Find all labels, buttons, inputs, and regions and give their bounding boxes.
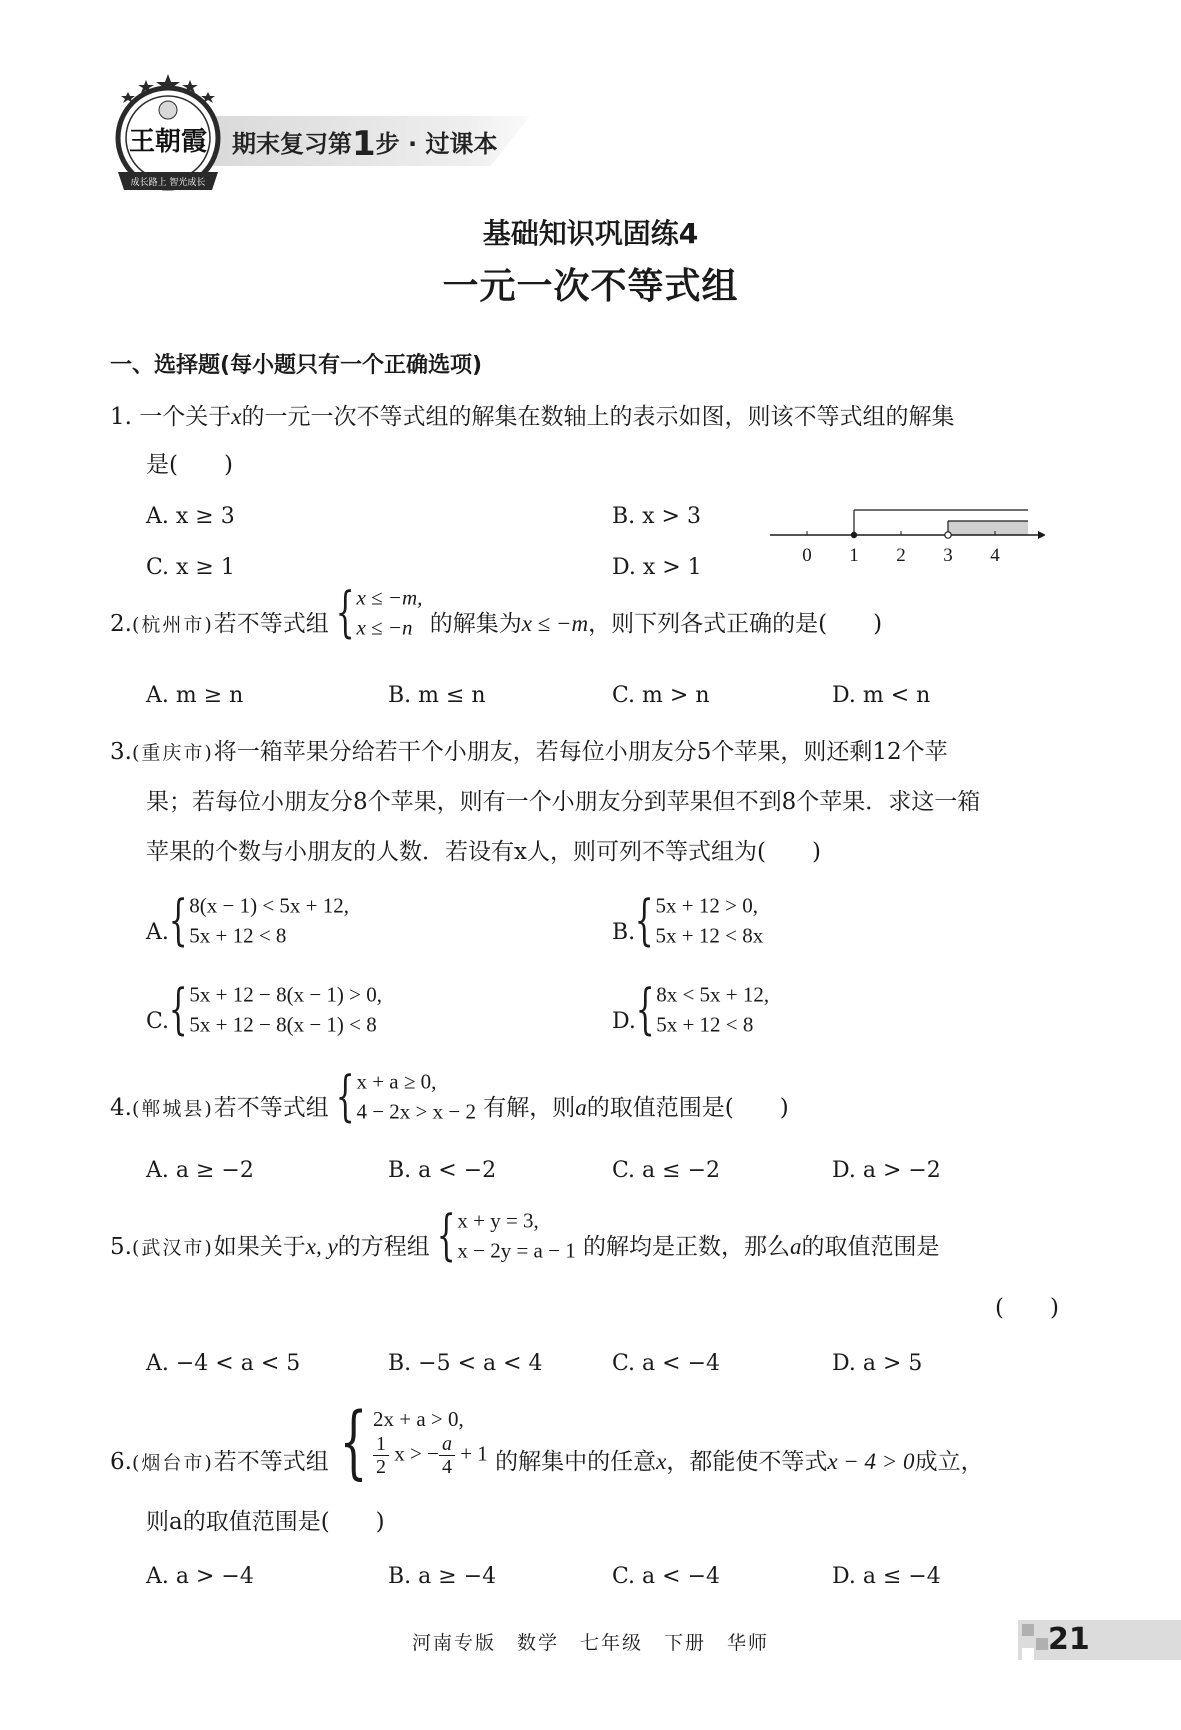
q2-option-c[interactable]: C. m > n [612, 683, 710, 708]
header-banner-text: 期末复习第1步 · 过课本 [232, 124, 498, 164]
axis-tick-label: 3 [943, 545, 953, 566]
axis-tick-label: 2 [896, 545, 906, 566]
svg-text:成长路上 智光成长: 成长路上 智光成长 [130, 178, 206, 188]
q1-option-c[interactable]: C. x ≥ 1 [146, 555, 235, 580]
question-1-line1: 1. 一个关于x的一元一次不等式组的解集在数轴上的表示如图，则该不等式组的解集 [110, 404, 955, 430]
footer-square-decoration [1036, 1638, 1048, 1650]
q6-inequality-system: { 2x + a > 0, $\frac{1}{2}$ x > − $\frac{a}{4}$ + 1 [339, 1395, 488, 1488]
q3-option-d[interactable]: D. { 8x < 5x + 12, 5x + 12 < 8 [612, 978, 770, 1041]
q5-equation-system: { x + y = 3, x − 2y = a − 1 [436, 1204, 576, 1267]
q6-option-d[interactable]: D. a ≤ −4 [832, 1564, 941, 1589]
question-5: 5.(武汉市)如果关于x, y的方程组 { x + y = 3, x − 2y = a − 1 的解均是正数，那么a的取值范围是 [110, 1204, 940, 1267]
axis-tick-label: 1 [849, 545, 859, 566]
question-6-line2: 则a的取值范围是( ) [146, 1509, 385, 1535]
q6-option-a[interactable]: A. a > −4 [146, 1564, 254, 1589]
page-subtitle: 一元一次不等式组 [442, 266, 739, 307]
number-line-figure [770, 505, 1045, 567]
q1-option-a[interactable]: A. x ≥ 3 [146, 504, 235, 529]
footer-square-decoration [1022, 1648, 1034, 1660]
q5-option-b[interactable]: B. −5 < a < 4 [388, 1351, 543, 1376]
question-3-line3: 苹果的个数与小朋友的人数．若设有x人，则可列不等式组为( ) [146, 839, 821, 865]
q3-option-b[interactable]: B. { 5x + 12 > 0, 5x + 12 < 8x [612, 889, 764, 952]
q5-option-c[interactable]: C. a < −4 [612, 1351, 721, 1376]
brand-logo [108, 72, 228, 200]
question-6: 6.(烟台市)若不等式组 { 2x + a > 0, $\frac{1}{2}$ x > − $\frac{a}{4}$ + 1 的解集中的任意x，都能使不等式x − 4 > 0成立， [110, 1395, 984, 1488]
q2-option-a[interactable]: A. m ≥ n [146, 683, 244, 708]
q5-option-a[interactable]: A. −4 < a < 5 [146, 1351, 301, 1376]
q5-answer-paren: ( ) [995, 1295, 1059, 1321]
q2-option-d[interactable]: D. m < n [832, 683, 931, 708]
question-2: 2.(杭州市)若不等式组 { x ≤ −m, x ≤ −n 的解集为x ≤ −m，则下列各式正确的是( ) [110, 581, 883, 644]
q4-option-c[interactable]: C. a ≤ −2 [612, 1158, 721, 1183]
footer-square-decoration [1022, 1624, 1034, 1636]
q6-option-b[interactable]: B. a ≥ −4 [388, 1564, 497, 1589]
q4-option-b[interactable]: B. a < −2 [388, 1158, 497, 1183]
question-3-line2: 果；若每位小朋友分8个苹果，则有一个小朋友分到苹果但不到8个苹果．求这一箱 [146, 789, 981, 815]
question-3-line1: 3.(重庆市)将一箱苹果分给若干个小朋友，若每位小朋友分5个苹果，则还剩12个苹 [110, 739, 948, 765]
q3-option-c[interactable]: C. { 5x + 12 − 8(x − 1) > 0, 5x + 12 − 8(x − 1) < 8 [146, 978, 383, 1041]
q4-option-d[interactable]: D. a > −2 [832, 1158, 941, 1183]
q1-option-d[interactable]: D. x > 1 [612, 555, 702, 580]
svg-text:王朝霞: 王朝霞 [128, 127, 208, 157]
question-1-line2: 是( ) [146, 452, 233, 478]
q4-inequality-system: { x + a ≥ 0, 4 − 2x > x − 2 [335, 1065, 476, 1128]
q3-option-a[interactable]: A. { 8(x − 1) < 5x + 12, 5x + 12 < 8 [146, 889, 350, 952]
q1-option-b[interactable]: B. x > 3 [612, 504, 701, 529]
q5-option-d[interactable]: D. a > 5 [832, 1351, 923, 1376]
question-4: 4.(郸城县)若不等式组 { x + a ≥ 0, 4 − 2x > x − 2 有解，则a的取值范围是( ) [110, 1065, 789, 1128]
footer-edition: 河南专版 数学 七年级 下册 华师 [411, 1632, 769, 1654]
q6-option-c[interactable]: C. a < −4 [612, 1564, 721, 1589]
q2-option-b[interactable]: B. m ≤ n [388, 683, 486, 708]
page-number: 21 [1048, 1622, 1090, 1657]
page-title: 基础知识巩固练4 [482, 217, 699, 250]
q4-option-a[interactable]: A. a ≥ −2 [146, 1158, 254, 1183]
axis-tick-label: 0 [802, 545, 812, 566]
axis-tick-label: 4 [990, 545, 1000, 566]
section-title: 一、选择题(每小题只有一个正确选项) [110, 353, 483, 378]
q2-inequality-system: { x ≤ −m, x ≤ −n [335, 581, 423, 644]
